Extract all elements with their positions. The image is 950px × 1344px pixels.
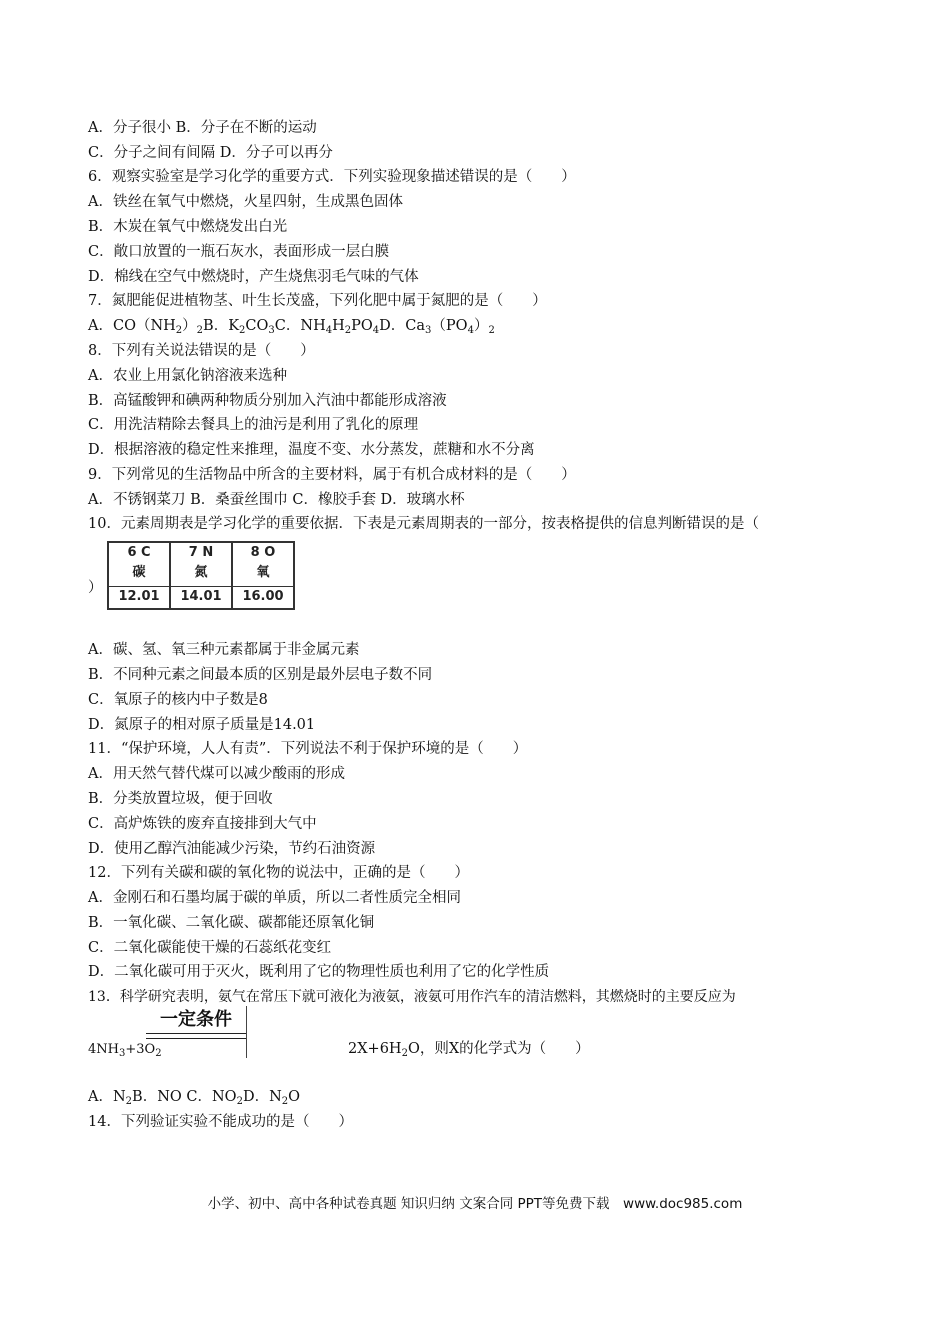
element-cell-nitrogen: 7 N 氮 14.01 bbox=[170, 542, 232, 609]
text-line: D．使用乙醇汽油能减少污染，节约石油资源 bbox=[88, 841, 376, 857]
text-line: A．碳、氢、氧三种元素都属于非金属元素 bbox=[88, 642, 360, 658]
text-line: D．二氧化碳可用于灭火，既利用了它的物理性质也利用了它的化学性质 bbox=[88, 964, 550, 980]
text-line: C．高炉炼铁的废弃直接排到大气中 bbox=[88, 816, 317, 832]
equation-line bbox=[146, 1038, 246, 1039]
text-line: D．棉线在空气中燃烧时，产生烧焦羽毛气味的气体 bbox=[88, 269, 419, 285]
text-line: B．一氧化碳、二氧化碳、碳都能还原氧化铜 bbox=[88, 915, 375, 931]
page-footer: 小学、初中、高中各种试卷真题 知识归纳 文案合同 PPT等免费下载 www.doc985.com bbox=[207, 1196, 743, 1212]
question-14: 14．下列验证实验不能成功的是（ ） bbox=[88, 1114, 353, 1130]
equation-line bbox=[146, 1033, 246, 1034]
text-line: C．氧原子的核内中子数是8 bbox=[88, 692, 268, 708]
text-line: C．敞口放置的一瓶石灰水，表面形成一层白膜 bbox=[88, 244, 390, 260]
text-line: C．用洗洁精除去餐具上的油污是利用了乳化的原理 bbox=[88, 417, 419, 433]
text-line: A．农业上用氯化钠溶液来选种 bbox=[88, 368, 287, 384]
question-12: 12．下列有关碳和碳的氧化物的说法中，正确的是（ ） bbox=[88, 865, 469, 881]
question-7: 7．氮肥能促进植物茎、叶生长茂盛，下列化肥中属于氮肥的是（ ） bbox=[88, 293, 547, 309]
equation-bar bbox=[246, 1006, 247, 1058]
text-line: D．氮原子的相对原子质量是14.01 bbox=[88, 717, 316, 733]
text-line: A．金刚石和石墨均属于碳的单质，所以二者性质完全相同 bbox=[88, 890, 461, 906]
question-6: 6．观察实验室是学习化学的重要方式．下列实验现象描述错误的是（ ） bbox=[88, 169, 576, 185]
question-13-options: A．$N_2B$．NO C．$NO_2D$．$N_2O$ bbox=[88, 1089, 301, 1107]
text-line: A．用天然气替代煤可以减少酸雨的形成 bbox=[88, 766, 345, 782]
equation-left: $4NH_3+3O_2$ bbox=[88, 1042, 162, 1059]
question-10: 10．元素周期表是学习化学的重要依据．下表是元素周期表的一部分，按表格提供的信息判断错误的是（ bbox=[88, 516, 759, 532]
reaction-condition: 一定条件 bbox=[160, 1009, 232, 1030]
text-line: C．分子之间有间隔 D．分子可以再分 bbox=[88, 145, 333, 161]
question-11: 11．“保护环境，人人有责”．下列说法不利于保护环境的是（ ） bbox=[88, 741, 528, 757]
text-line: A．分子很小 B．分子在不断的运动 bbox=[88, 120, 317, 136]
question-8: 8．下列有关说法错误的是（ ） bbox=[88, 343, 315, 359]
question-7-options: A．$CO(NH_2)_2B$．$K_2CO_3C$．$NH_4H_2PO_4D$．$Ca_3(PO_4)_2$ bbox=[88, 318, 495, 336]
text-line: D．根据溶液的稳定性来推理，温度不变、水分蒸发，蔗糖和水不分离 bbox=[88, 442, 535, 458]
text-line: B．木炭在氧气中燃烧发出白光 bbox=[88, 219, 288, 235]
element-cell-oxygen: 8 O 氧 16.00 bbox=[232, 542, 294, 609]
equation-right: $2X+6H_2O$，则X的化学式为（ ） bbox=[348, 1041, 590, 1059]
text-line: B．不同种元素之间最本质的区别是最外层电子数不同 bbox=[88, 667, 433, 683]
text-line: B．分类放置垃圾，便于回收 bbox=[88, 791, 273, 807]
periodic-table-fragment bbox=[107, 541, 295, 610]
element-cell-carbon: 6 C 碳 12.01 bbox=[108, 542, 170, 609]
text-line: A．铁丝在氧气中燃烧，火星四射，生成黑色固体 bbox=[88, 194, 403, 210]
question-10-close: ） bbox=[88, 580, 103, 596]
text-line: A．不锈钢菜刀 B．桑蚕丝围巾 C．橡胶手套 D．玻璃水杯 bbox=[88, 492, 465, 508]
text-line: C．二氧化碳能使干燥的石蕊纸花变红 bbox=[88, 940, 332, 956]
question-13: 13．科学研究表明，氨气在常压下就可液化为液氨，液氨可用作汽车的清洁燃料，其燃烧时的主要反应为 bbox=[88, 989, 736, 1005]
text-line: B．高锰酸钾和碘两种物质分别加入汽油中都能形成溶液 bbox=[88, 393, 447, 409]
question-9: 9．下列常见的生活物品中所含的主要材料，属于有机合成材料的是（ ） bbox=[88, 467, 576, 483]
